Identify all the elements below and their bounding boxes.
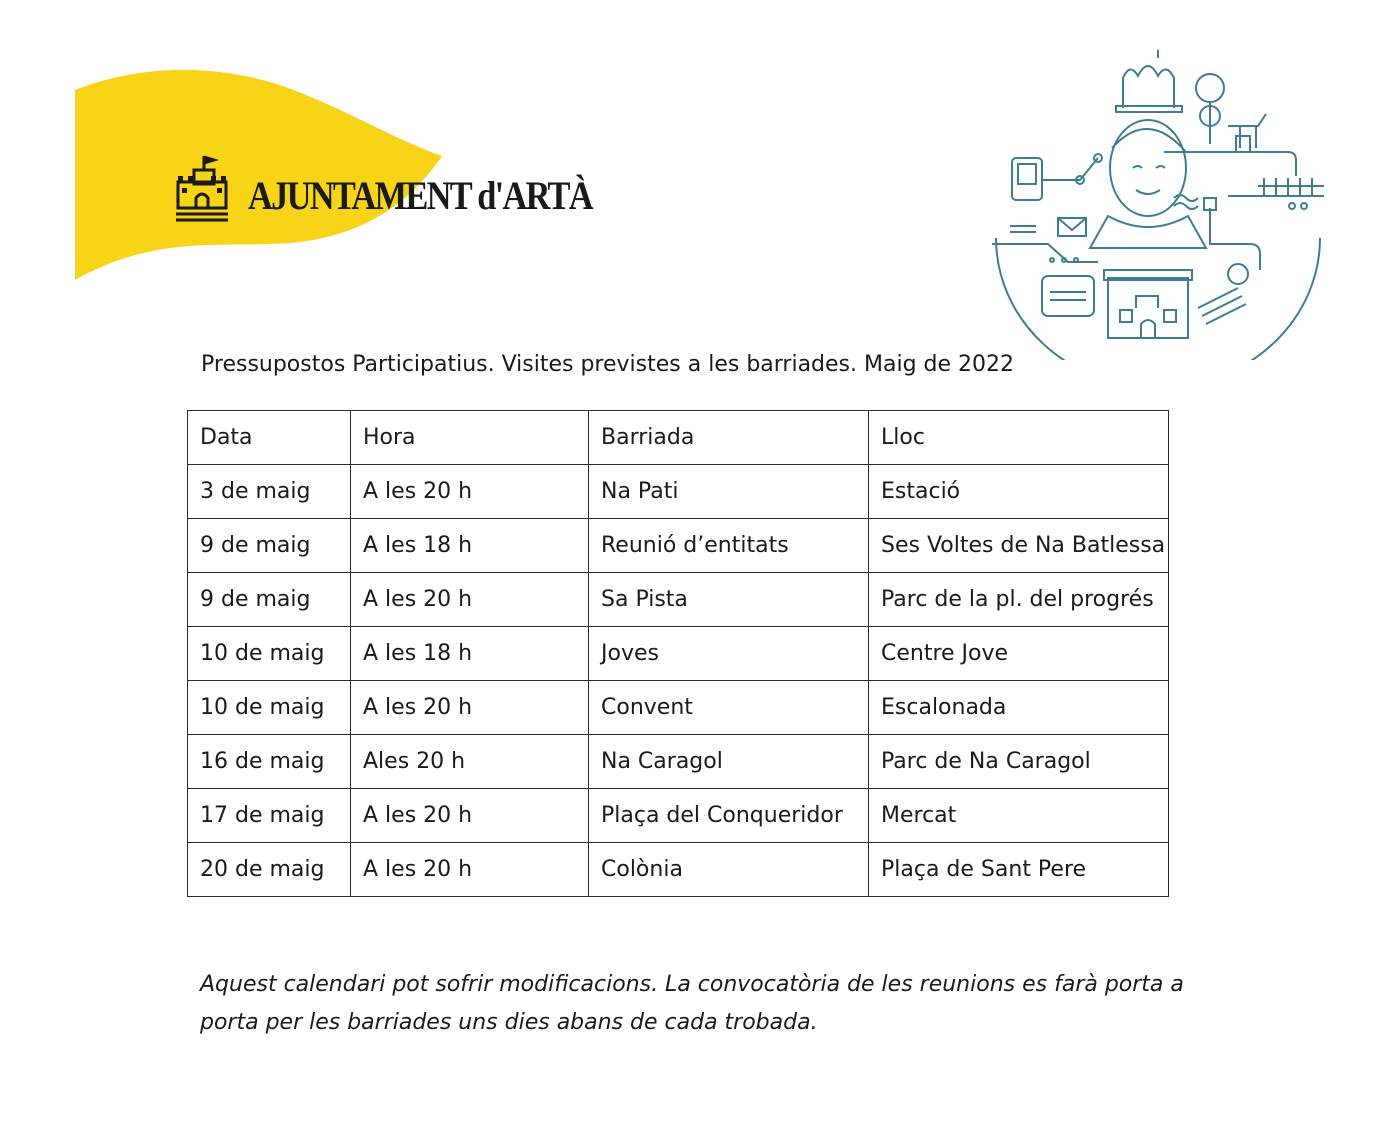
cell-place: Parc de Na Caragol bbox=[869, 735, 1169, 789]
cell-date: 9 de maig bbox=[188, 573, 351, 627]
header-time: Hora bbox=[351, 411, 589, 465]
cell-neighborhood: Plaça del Conqueridor bbox=[589, 789, 869, 843]
table-row bbox=[188, 519, 1169, 573]
cell-place: Mercat bbox=[869, 789, 1169, 843]
cell-time: A les 20 h bbox=[351, 789, 589, 843]
cell-place: Ses Voltes de Na Batlessa bbox=[869, 519, 1169, 573]
table-row bbox=[188, 573, 1169, 627]
cell-time: A les 20 h bbox=[351, 843, 589, 897]
table-row bbox=[188, 843, 1169, 897]
visits-table bbox=[187, 410, 1169, 897]
cell-date: 3 de maig bbox=[188, 465, 351, 519]
cell-place: Centre Jove bbox=[869, 627, 1169, 681]
table-row bbox=[188, 735, 1169, 789]
cell-time: A les 20 h bbox=[351, 465, 589, 519]
cell-place: Escalonada bbox=[869, 681, 1169, 735]
table-row bbox=[188, 789, 1169, 843]
cell-neighborhood: Reunió d’entitats bbox=[589, 519, 869, 573]
table-row bbox=[188, 465, 1169, 519]
cell-neighborhood: Na Pati bbox=[589, 465, 869, 519]
cell-date: 20 de maig bbox=[188, 843, 351, 897]
cell-time: A les 20 h bbox=[351, 681, 589, 735]
table-row bbox=[188, 627, 1169, 681]
footnote: Aquest calendari pot sofrir modificacions. La convocatòria de les reunions es farà porta a porta per les barriades uns dies abans de cada trobada. bbox=[200, 972, 1184, 1035]
cell-neighborhood: Colònia bbox=[589, 843, 869, 897]
cell-date: 10 de maig bbox=[188, 627, 351, 681]
cell-time: A les 20 h bbox=[351, 573, 589, 627]
header-neighborhood: Barriada bbox=[589, 411, 869, 465]
cell-neighborhood: Sa Pista bbox=[589, 573, 869, 627]
cell-place: Estació bbox=[869, 465, 1169, 519]
cell-date: 16 de maig bbox=[188, 735, 351, 789]
table-header-row bbox=[188, 411, 1169, 465]
cell-date: 9 de maig bbox=[188, 519, 351, 573]
cell-time: A les 18 h bbox=[351, 627, 589, 681]
castle-crest-icon bbox=[174, 154, 230, 226]
header-date: Data bbox=[188, 411, 351, 465]
cell-time: A les 18 h bbox=[351, 519, 589, 573]
header-place: Lloc bbox=[869, 411, 1169, 465]
logo-text: AJUNTAMENT d'ARTÀ bbox=[248, 173, 592, 218]
table-row bbox=[188, 681, 1169, 735]
cell-time: Ales 20 h bbox=[351, 735, 589, 789]
cell-date: 10 de maig bbox=[188, 681, 351, 735]
cell-place: Plaça de Sant Pere bbox=[869, 843, 1169, 897]
cell-date: 17 de maig bbox=[188, 789, 351, 843]
cell-neighborhood: Na Caragol bbox=[589, 735, 869, 789]
cell-neighborhood: Convent bbox=[589, 681, 869, 735]
cell-place: Parc de la pl. del progrés bbox=[869, 573, 1169, 627]
document-title: Pressupostos Participatius. Visites previstes a les barriades. Maig de 2022 bbox=[201, 352, 1015, 377]
community-illustration bbox=[988, 48, 1328, 360]
cell-neighborhood: Joves bbox=[589, 627, 869, 681]
